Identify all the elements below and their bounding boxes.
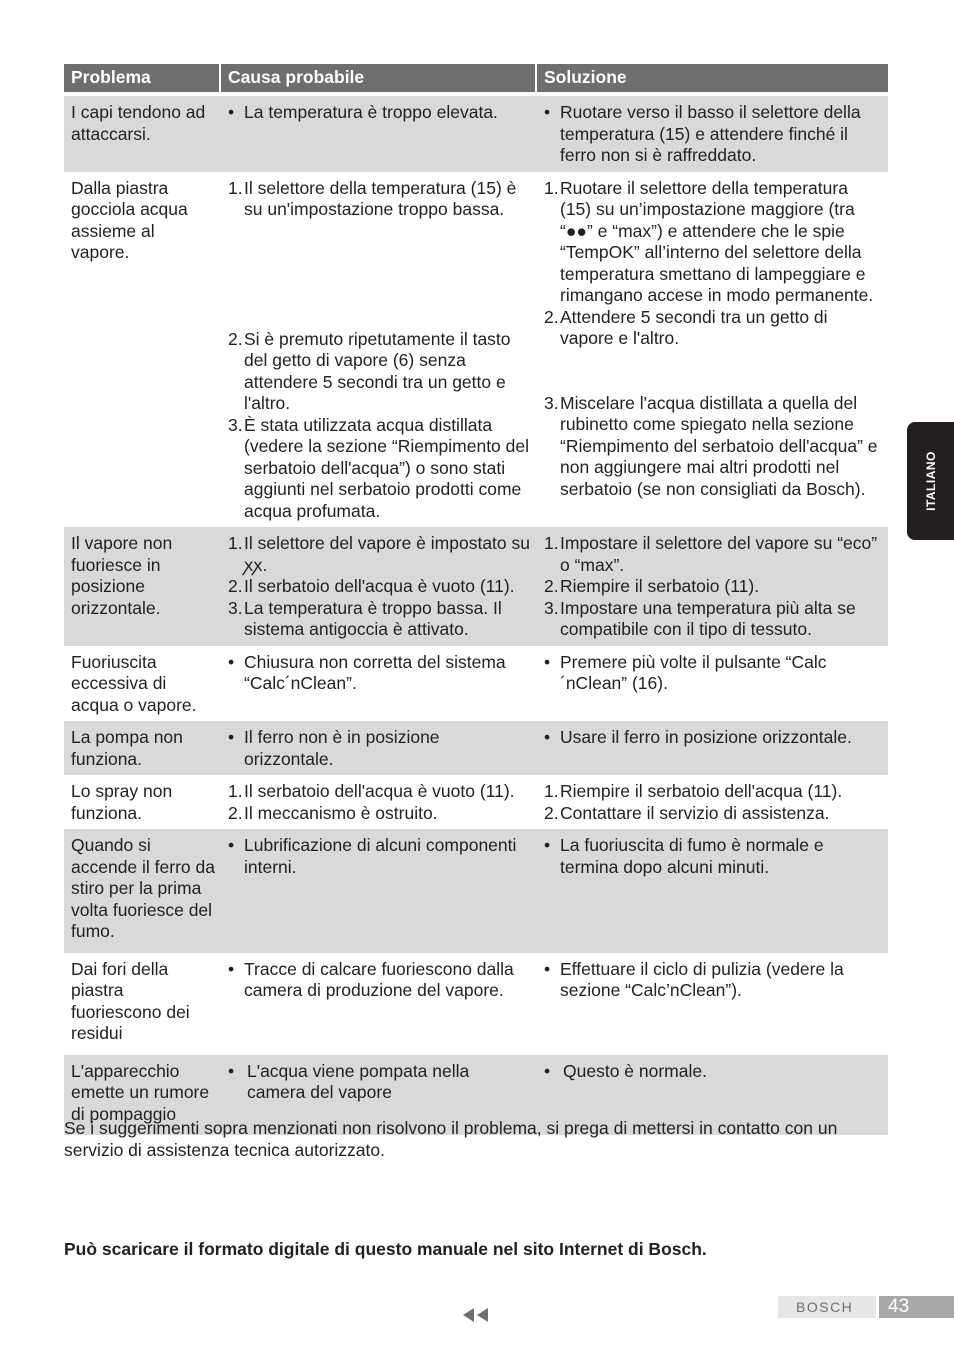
cause-cell (221, 953, 537, 1055)
list-item: 1. Impostare il selettore del vapore su “eco” o “max”. (544, 533, 878, 575)
problem-cell: L'apparecchio emette un rumore di pompaggio (64, 1055, 221, 1136)
list-item: • Effettuare il ciclo di pulizia (vedere la sezione “Calc’nClean”). (544, 958, 844, 1000)
list-item: 1. Riempire il serbatoio dell'acqua (11). (544, 781, 843, 801)
list-item: • Usare il ferro in posizione orizzontale. (544, 727, 852, 747)
list-item: 3. È stata utilizzata acqua distillata (vedere la sezione “Riempimento del serbatoio dell'acqua”) o sono stati aggiunti nel serbatoio prodotti come acqua profumata. (228, 414, 529, 521)
problem-cell: La pompa non funziona. (64, 721, 221, 775)
problem-cell: Il vapore non fuoriesce in posizione orizzontale. (64, 527, 221, 646)
solution-cell (537, 721, 888, 775)
table-row (64, 953, 888, 1055)
problem-cell: I capi tendono ad attaccarsi. (64, 96, 221, 172)
table-row (64, 721, 888, 775)
list-item: 1. Il selettore della temperatura (15) è su un'impostazione troppo bassa. (228, 177, 517, 219)
list-item: 2. Attendere 5 secondi tra un getto di vapore e l'altro. (544, 306, 828, 348)
page-nav-arrows-icon (463, 1307, 491, 1323)
cause-cell (221, 646, 537, 722)
problem-cell: Dalla piastra gocciola acqua assieme al vapore. (71, 177, 188, 262)
problem-cell: Fuoriuscita eccessiva di acqua o vapore. (71, 651, 197, 715)
cause-cell (221, 96, 537, 172)
list-item: • Tracce di calcare fuoriescono dalla camera di produzione del vapore. (228, 958, 514, 1000)
list-item: • La temperatura è troppo elevata. (228, 102, 498, 122)
cause-cell (221, 829, 537, 953)
table-row (64, 646, 888, 722)
list-item: 3. Impostare una temperatura più alta se compatibile con il tipo di tessuto. (544, 597, 856, 639)
list-item: • Questo è normale. (544, 1060, 707, 1081)
list-item: • Chiusura non corretta del sistema “Calc´nClean”. (228, 651, 506, 693)
solution-cell (537, 775, 888, 829)
problem-cell: Quando si accende il ferro da stiro per la prima volta fuoriesce del fumo. (64, 829, 221, 953)
footer-brand: BOSCH (778, 1296, 876, 1318)
list-item: • L'acqua viene pompata nella camera del vapore (228, 1060, 470, 1102)
list-item: • Ruotare verso il basso il selettore della temperatura (15) e attendere finché il ferro non si è raffreddato. (544, 102, 861, 165)
solution-cell (537, 646, 888, 722)
problem-cell: Lo spray non funziona. (71, 781, 173, 823)
list-item: 2. Contattare il servizio di assistenza. (544, 802, 830, 823)
problem-cell: Dai fori della piastra fuoriescono dei residui (71, 958, 190, 1043)
cause-cell (221, 172, 537, 528)
solution-cell (537, 829, 888, 953)
header-solution: Soluzione (537, 64, 888, 96)
header-cause: Causa probabile (221, 64, 537, 96)
table-row (64, 96, 888, 172)
solution-cell (537, 96, 888, 172)
list-item: 2. Riempire il serbatoio (11). (544, 576, 760, 596)
list-item: 3. Miscelare l'acqua distillata a quella del rubinetto come spiegato nella sezione “Riempimento del serbatoio dell'acqua” e non aggiungere mai altri prodotti nel serbatoio (se non consigliati da Bosch). (544, 392, 878, 499)
download-note: Può scaricare il formato digitale di questo manuale nel sito Internet di Bosch. (64, 1239, 707, 1259)
solution-cell (537, 527, 888, 646)
troubleshooting-table (64, 64, 888, 1135)
language-tab (907, 422, 954, 540)
list-item: • La fuoriuscita di fumo è normale e termina dopo alcuni minuti. (544, 835, 824, 877)
list-item: 3. La temperatura è troppo bassa. Il sistema antigoccia è attivato. (228, 597, 502, 639)
list-item: 2. Si è premuto ripetutamente il tasto del getto di vapore (6) senza attendere 5 secondi tra un getto e l'altro. (228, 328, 511, 413)
list-item: 1. Ruotare il selettore della temperatura (15) su un’impostazione maggiore (tra “●●” e “max”) e attendere che le spie “TempOK” all’interno del selettore della temperatura smettano di lampeggiare e rimangano accese in modo permanente. (544, 177, 874, 305)
list-item: 1. Il serbatoio dell'acqua è vuoto (11). (228, 781, 515, 801)
cause-cell (221, 527, 537, 646)
table-row (64, 527, 888, 646)
list-item: • Lubrificazione di alcuni componenti interni. (228, 835, 517, 877)
page-number: 43 (879, 1296, 954, 1318)
list-item: • Il ferro non è in posizione orizzontale. (228, 727, 440, 769)
list-item: 1. Il selettore del vapore è impostato su ꭗꭗ. (228, 533, 530, 575)
table-row (64, 775, 888, 829)
list-item: 2. Il serbatoio dell'acqua è vuoto (11). (228, 576, 515, 596)
table-header-row (64, 64, 888, 96)
list-item: 2. Il meccanismo è ostruito. (228, 802, 438, 823)
cause-cell (221, 775, 537, 829)
table-row (64, 829, 888, 953)
header-problem: Problema (64, 64, 221, 96)
support-note: Se i suggerimenti sopra menzionati non risolvono il problema, si prega di mettersi in contatto con un servizio di assistenza tecnica autorizzato. (64, 1118, 838, 1160)
solution-cell (537, 953, 888, 1055)
cause-cell (221, 721, 537, 775)
solution-cell (537, 172, 888, 528)
list-item: • Premere più volte il pulsante “Calc´nClean” (16). (544, 651, 827, 693)
table-row (64, 172, 888, 528)
language-tab-label: ITALIANO (923, 451, 938, 511)
